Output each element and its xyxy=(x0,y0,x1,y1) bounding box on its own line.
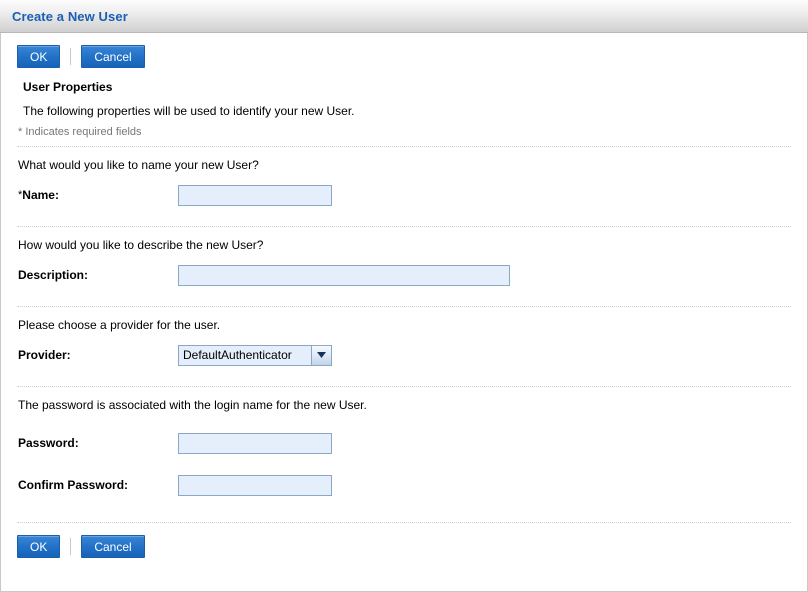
spacer xyxy=(17,416,791,424)
confirm-password-input[interactable] xyxy=(178,475,332,496)
user-properties-heading: User Properties xyxy=(23,80,113,94)
name-input[interactable] xyxy=(178,185,332,206)
password-field-row xyxy=(17,424,791,466)
provider-label: Provider: xyxy=(18,348,71,362)
password-label: Password: xyxy=(18,436,79,450)
user-properties-section xyxy=(1,80,807,508)
description-input[interactable] xyxy=(178,265,510,286)
name-label xyxy=(17,188,178,202)
bottom-button-row xyxy=(1,523,807,570)
dialog-content xyxy=(0,33,808,592)
description-prompt: How would you like to describe the new User? xyxy=(18,238,264,252)
provider-field-row xyxy=(17,336,791,378)
required-fields-note: * Indicates required fields xyxy=(18,126,142,138)
name-label-text: Name: xyxy=(22,188,59,202)
password-prompt: The password is associated with the login name for the new User. xyxy=(18,398,367,412)
ok-button-top[interactable]: OK xyxy=(17,45,60,68)
password-input[interactable] xyxy=(178,433,332,454)
description-label: Description: xyxy=(18,268,89,282)
provider-select-wrapper xyxy=(178,345,332,366)
provider-select[interactable] xyxy=(178,345,332,366)
name-prompt: What would you like to name your new User? xyxy=(18,158,259,172)
required-asterisk-icon: * xyxy=(18,189,23,201)
page-title: Create a New User xyxy=(12,8,128,24)
button-divider xyxy=(70,48,71,65)
top-button-row xyxy=(1,33,807,78)
dialog-titlebar xyxy=(0,0,808,33)
description-field-row xyxy=(17,256,791,298)
button-divider xyxy=(70,538,71,555)
cancel-button-bottom[interactable]: Cancel xyxy=(81,535,144,558)
name-field-row xyxy=(17,176,791,218)
ok-button-bottom[interactable]: OK xyxy=(17,535,60,558)
confirm-password-label: Confirm Password: xyxy=(18,478,129,492)
provider-prompt: Please choose a provider for the user. xyxy=(18,318,221,332)
confirm-password-field-row xyxy=(17,466,791,508)
cancel-button-top[interactable]: Cancel xyxy=(81,45,144,68)
user-properties-description: The following properties will be used to identify your new User. xyxy=(23,104,355,118)
